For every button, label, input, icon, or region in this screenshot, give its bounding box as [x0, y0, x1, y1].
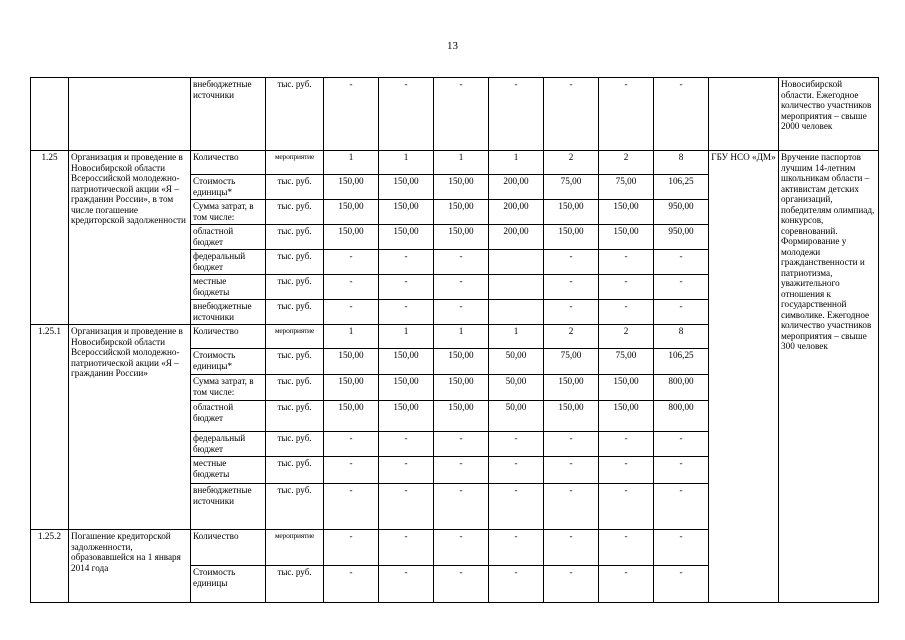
- value-cell: 950,00: [654, 225, 709, 250]
- value-cell: -: [434, 484, 489, 530]
- row-id: 1.25.1: [31, 325, 69, 530]
- value-cell: -: [544, 250, 599, 275]
- value-cell: 50,00: [489, 375, 544, 401]
- row-name: [69, 78, 191, 151]
- param-label: Количество: [191, 530, 266, 566]
- value-cell: 150,00: [599, 225, 654, 250]
- value-cell: -: [434, 566, 489, 603]
- param-label: внебюджетные источники: [191, 484, 266, 530]
- unit-label: мероприятие: [266, 325, 324, 349]
- value-cell: 150,00: [544, 200, 599, 225]
- program-table: [30, 77, 879, 603]
- value-cell: -: [654, 457, 709, 484]
- value-cell: 150,00: [544, 225, 599, 250]
- value-cell: 150,00: [544, 375, 599, 401]
- value-cell: -: [379, 566, 434, 603]
- value-cell: -: [324, 250, 379, 275]
- value-cell: -: [599, 275, 654, 300]
- value-cell: 150,00: [379, 375, 434, 401]
- value-cell: 200,00: [489, 225, 544, 250]
- unit-label: тыс. руб.: [266, 432, 324, 457]
- value-cell: -: [324, 275, 379, 300]
- value-cell: -: [599, 457, 654, 484]
- value-cell: 2: [544, 325, 599, 349]
- unit-label: тыс. руб.: [266, 200, 324, 225]
- value-cell: 800,00: [654, 375, 709, 401]
- value-cell: 1: [434, 151, 489, 175]
- value-cell: -: [599, 78, 654, 151]
- executor-cell: [709, 78, 779, 151]
- result-cell: Новосибирской области. Ежегодное количество участников мероприятия – свыше 2000 человек: [779, 78, 879, 151]
- row-name: Организация и проведение в Новосибирской области Всероссийской молодежно-патриотической акции «Я – гражданин России», в том числе погашение кредиторской задолженности: [69, 151, 191, 325]
- param-label: внебюджетные источники: [191, 78, 266, 151]
- value-cell: -: [434, 300, 489, 325]
- value-cell: 150,00: [599, 375, 654, 401]
- value-cell: 200,00: [489, 175, 544, 200]
- value-cell: -: [434, 457, 489, 484]
- value-cell: -: [599, 300, 654, 325]
- value-cell: -: [654, 530, 709, 566]
- value-cell: 200,00: [489, 200, 544, 225]
- value-cell: 150,00: [434, 401, 489, 432]
- value-cell: -: [379, 250, 434, 275]
- row-id: 1.25.2: [31, 530, 69, 603]
- value-cell: [489, 300, 544, 325]
- value-cell: 2: [599, 151, 654, 175]
- value-cell: [489, 250, 544, 275]
- value-cell: 1: [379, 151, 434, 175]
- value-cell: -: [599, 484, 654, 530]
- value-cell: -: [324, 457, 379, 484]
- value-cell: -: [599, 566, 654, 603]
- unit-label: тыс. руб.: [266, 250, 324, 275]
- value-cell: -: [379, 530, 434, 566]
- value-cell: -: [434, 275, 489, 300]
- value-cell: -: [379, 78, 434, 151]
- param-label: Сумма затрат, в том числе:: [191, 200, 266, 225]
- value-cell: -: [654, 300, 709, 325]
- unit-label: тыс. руб.: [266, 349, 324, 375]
- value-cell: -: [654, 566, 709, 603]
- unit-label: мероприятие: [266, 151, 324, 175]
- value-cell: 106,25: [654, 349, 709, 375]
- value-cell: -: [489, 78, 544, 151]
- value-cell: -: [544, 275, 599, 300]
- value-cell: 150,00: [434, 375, 489, 401]
- unit-label: тыс. руб.: [266, 275, 324, 300]
- value-cell: 150,00: [599, 200, 654, 225]
- value-cell: 1: [489, 151, 544, 175]
- unit-label: тыс. руб.: [266, 375, 324, 401]
- value-cell: 75,00: [544, 349, 599, 375]
- value-cell: 150,00: [599, 401, 654, 432]
- unit-label: тыс. руб.: [266, 225, 324, 250]
- value-cell: 75,00: [599, 349, 654, 375]
- value-cell: 150,00: [379, 225, 434, 250]
- param-label: областной бюджет: [191, 225, 266, 250]
- param-label: внебюджетные источники: [191, 300, 266, 325]
- row-name: Организация и проведение в Новосибирской области Всероссийской молодежно-патриотической акции «Я – гражданин России»: [69, 325, 191, 530]
- value-cell: 8: [654, 151, 709, 175]
- value-cell: 800,00: [654, 401, 709, 432]
- value-cell: -: [654, 275, 709, 300]
- value-cell: -: [654, 250, 709, 275]
- value-cell: -: [654, 484, 709, 530]
- value-cell: -: [379, 432, 434, 457]
- value-cell: -: [324, 78, 379, 151]
- value-cell: 150,00: [434, 225, 489, 250]
- value-cell: -: [489, 566, 544, 603]
- value-cell: 50,00: [489, 349, 544, 375]
- value-cell: 150,00: [379, 175, 434, 200]
- value-cell: 2: [544, 151, 599, 175]
- value-cell: -: [324, 432, 379, 457]
- value-cell: 150,00: [544, 401, 599, 432]
- value-cell: 75,00: [544, 175, 599, 200]
- value-cell: -: [599, 530, 654, 566]
- value-cell: -: [379, 275, 434, 300]
- value-cell: -: [489, 484, 544, 530]
- value-cell: 50,00: [489, 401, 544, 432]
- value-cell: -: [434, 78, 489, 151]
- unit-label: тыс. руб.: [266, 401, 324, 432]
- value-cell: 150,00: [434, 175, 489, 200]
- value-cell: -: [489, 530, 544, 566]
- value-cell: 150,00: [434, 349, 489, 375]
- value-cell: 1: [379, 325, 434, 349]
- value-cell: 106,25: [654, 175, 709, 200]
- value-cell: 150,00: [324, 200, 379, 225]
- value-cell: -: [434, 432, 489, 457]
- value-cell: -: [379, 300, 434, 325]
- value-cell: 950,00: [654, 200, 709, 225]
- value-cell: -: [324, 530, 379, 566]
- executor-cell: ГБУ НСО «ДМ»: [709, 151, 779, 603]
- value-cell: 75,00: [599, 175, 654, 200]
- row-name: Погашение кредиторской задолженности, образовавшейся на 1 января 2014 года: [69, 530, 191, 603]
- value-cell: -: [324, 484, 379, 530]
- value-cell: 150,00: [324, 401, 379, 432]
- page-number: 13: [447, 40, 458, 52]
- value-cell: 1: [489, 325, 544, 349]
- table-row: [31, 151, 879, 175]
- unit-label: тыс. руб.: [266, 175, 324, 200]
- value-cell: -: [544, 300, 599, 325]
- unit-label: тыс. руб.: [266, 484, 324, 530]
- unit-label: тыс. руб.: [266, 566, 324, 603]
- value-cell: 8: [654, 325, 709, 349]
- value-cell: 1: [324, 151, 379, 175]
- value-cell: -: [599, 432, 654, 457]
- param-label: Стоимость единицы*: [191, 349, 266, 375]
- value-cell: -: [654, 78, 709, 151]
- value-cell: -: [544, 484, 599, 530]
- param-label: Количество: [191, 151, 266, 175]
- param-label: Сумма затрат, в том числе:: [191, 375, 266, 401]
- param-label: федеральный бюджет: [191, 432, 266, 457]
- param-label: Стоимость единицы: [191, 566, 266, 603]
- value-cell: 2: [599, 325, 654, 349]
- value-cell: 150,00: [324, 225, 379, 250]
- value-cell: -: [434, 250, 489, 275]
- value-cell: -: [654, 432, 709, 457]
- value-cell: 150,00: [379, 349, 434, 375]
- value-cell: -: [324, 566, 379, 603]
- result-cell: Вручение паспортов лучшим 14-летним школьникам области – активистам детских организаций, победителям олимпиад, конкурсов, соревнований. Формирование у молодежи гражданственности и патриотизма, уважительного отношения к государственной символике. Ежегодное количество участников мероприятия – свыше 300 человек: [779, 151, 879, 603]
- value-cell: -: [489, 432, 544, 457]
- param-label: местные бюджеты: [191, 275, 266, 300]
- value-cell: 150,00: [324, 375, 379, 401]
- table-row: [31, 78, 879, 151]
- value-cell: 150,00: [324, 349, 379, 375]
- value-cell: 1: [434, 325, 489, 349]
- value-cell: -: [599, 250, 654, 275]
- param-label: Стоимость единицы*: [191, 175, 266, 200]
- value-cell: -: [544, 457, 599, 484]
- value-cell: -: [489, 457, 544, 484]
- value-cell: -: [434, 530, 489, 566]
- unit-label: мероприятие: [266, 530, 324, 566]
- value-cell: -: [544, 566, 599, 603]
- value-cell: [489, 275, 544, 300]
- value-cell: 150,00: [324, 175, 379, 200]
- value-cell: -: [544, 432, 599, 457]
- param-label: местные бюджеты: [191, 457, 266, 484]
- value-cell: -: [544, 530, 599, 566]
- value-cell: 150,00: [379, 200, 434, 225]
- value-cell: 1: [324, 325, 379, 349]
- row-id: [31, 78, 69, 151]
- value-cell: 150,00: [434, 200, 489, 225]
- param-label: Количество: [191, 325, 266, 349]
- param-label: федеральный бюджет: [191, 250, 266, 275]
- unit-label: тыс. руб.: [266, 457, 324, 484]
- row-id: 1.25: [31, 151, 69, 325]
- value-cell: -: [379, 484, 434, 530]
- value-cell: -: [324, 300, 379, 325]
- value-cell: -: [379, 457, 434, 484]
- value-cell: 150,00: [379, 401, 434, 432]
- value-cell: -: [544, 78, 599, 151]
- unit-label: тыс. руб.: [266, 78, 324, 151]
- unit-label: тыс. руб.: [266, 300, 324, 325]
- param-label: областной бюджет: [191, 401, 266, 432]
